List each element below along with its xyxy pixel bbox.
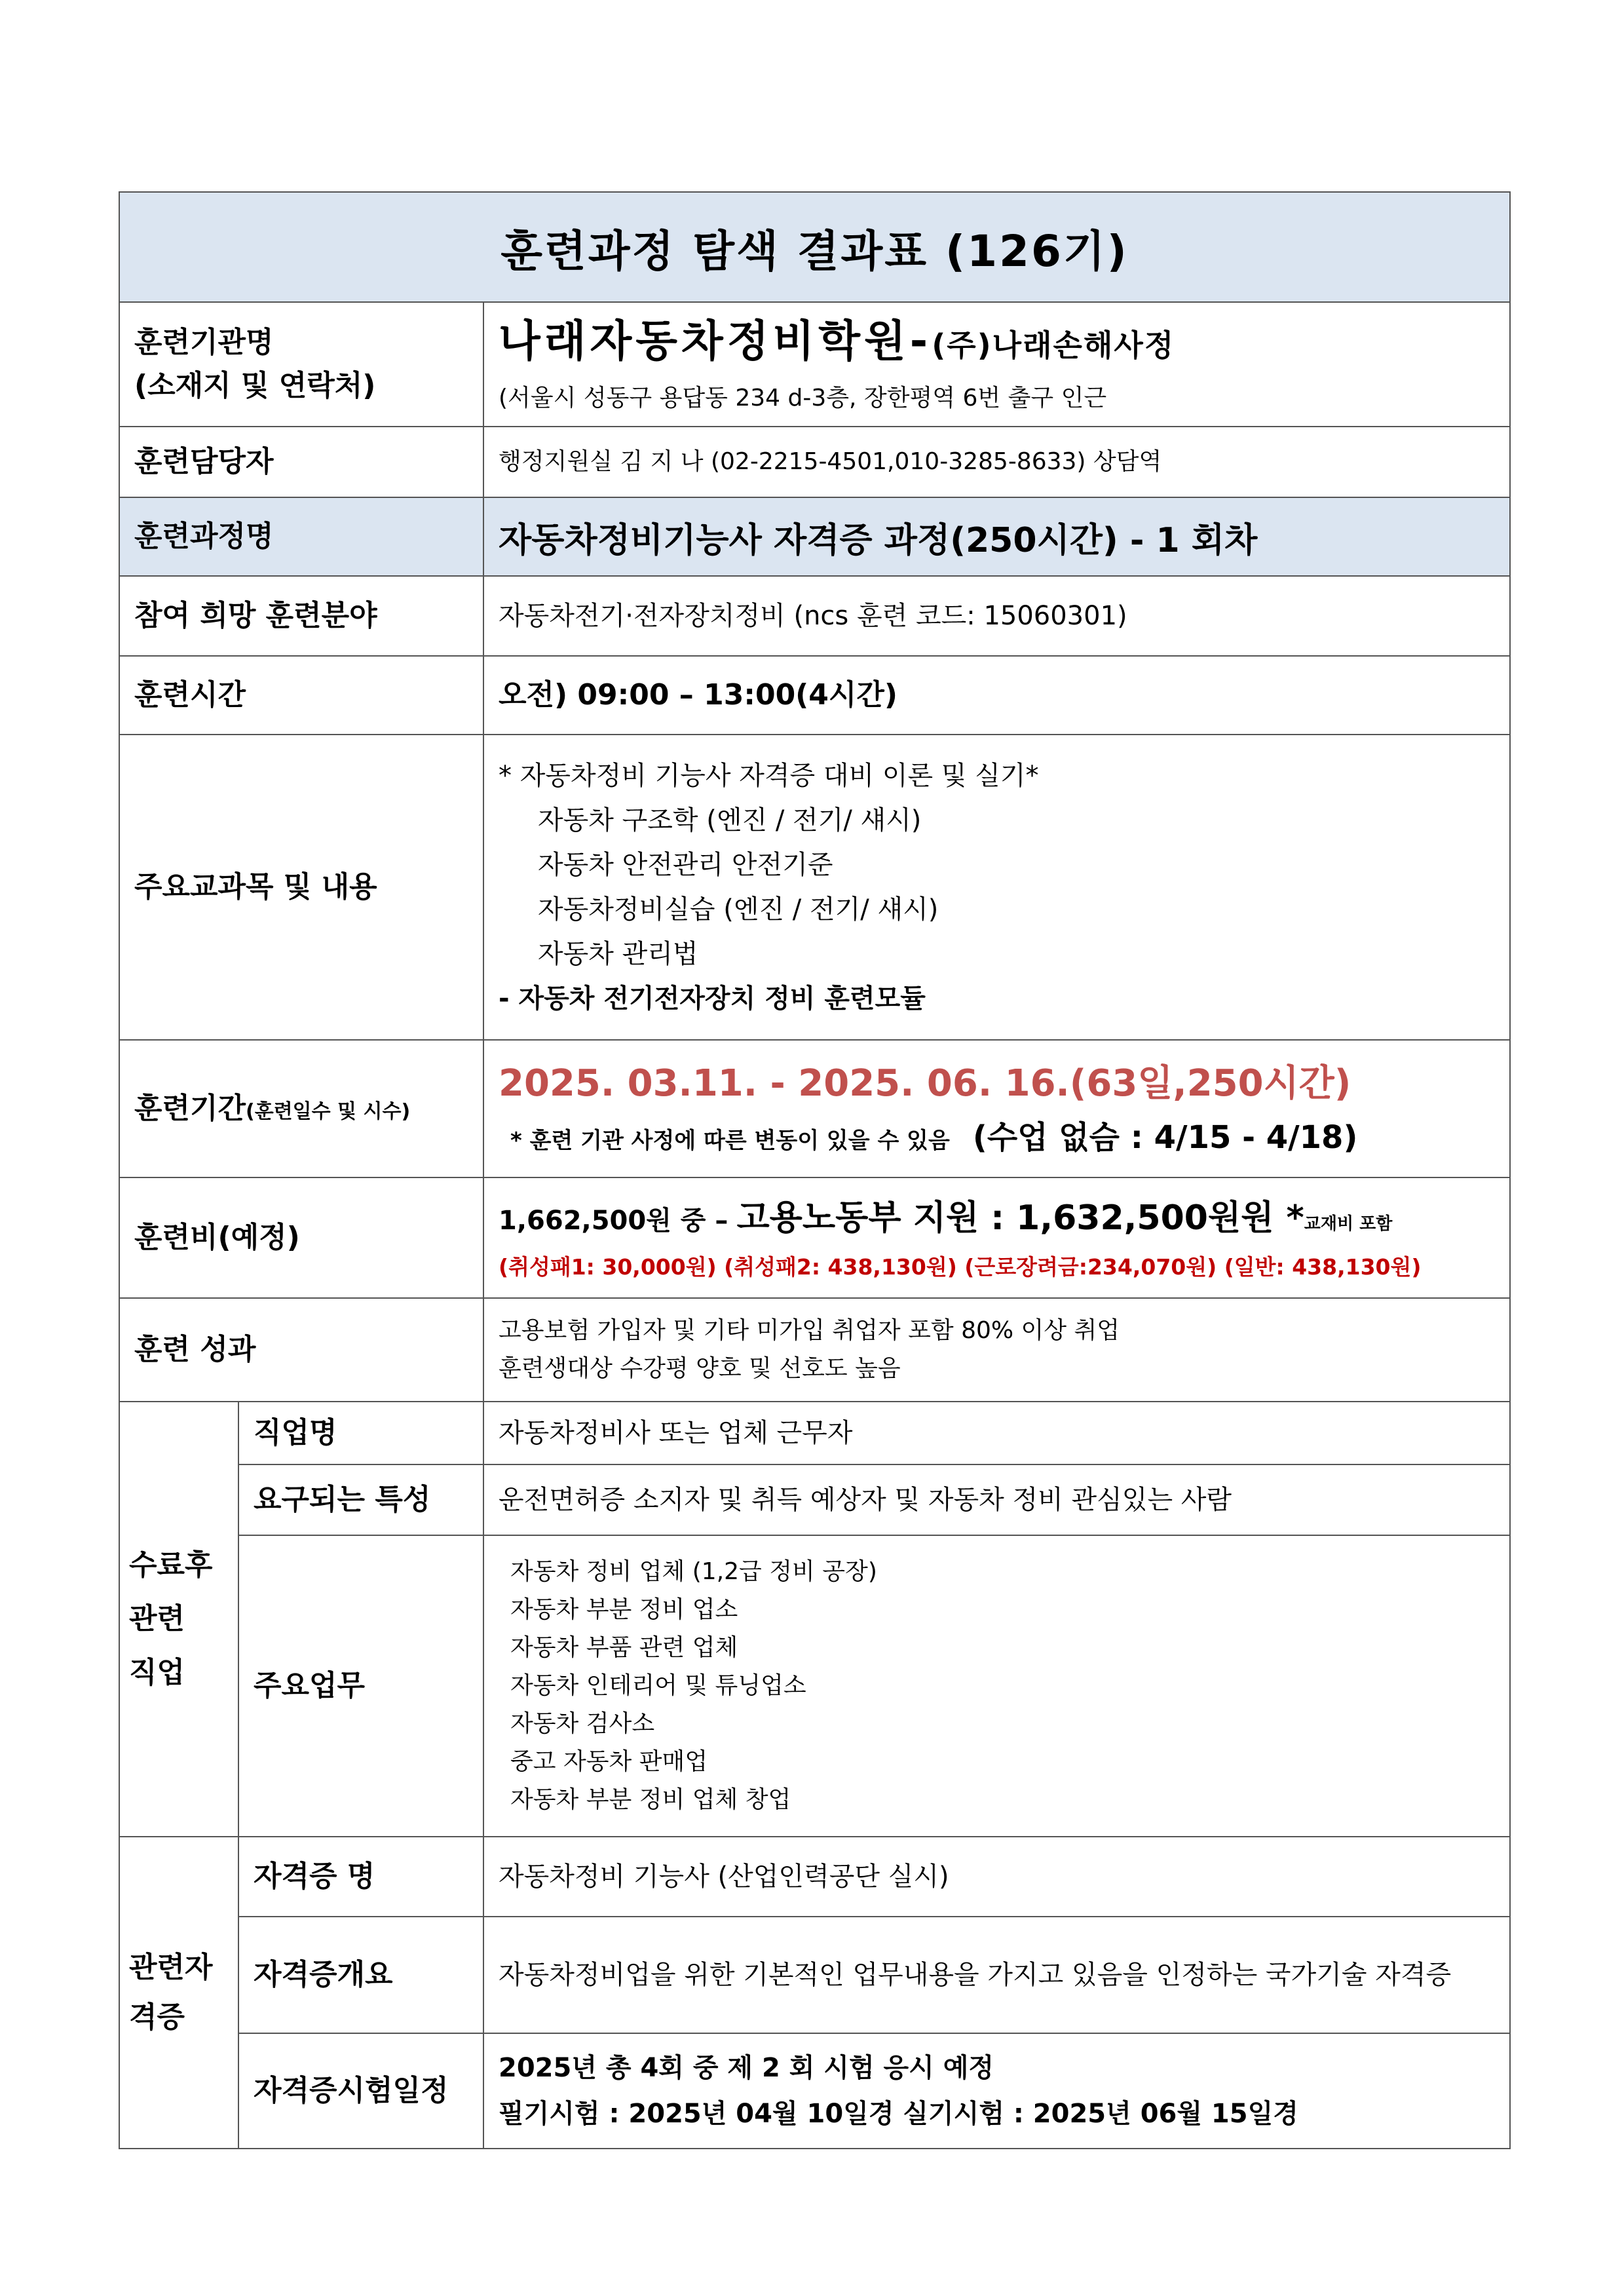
period-value-cell: [483, 1040, 1510, 1177]
subject-item: 자동차 관리법: [538, 939, 698, 969]
duty-item: 중고 자동차 판매업: [510, 1748, 708, 1775]
cert-name-value: 자동차정비 기능사 (산업인력공단 실시): [483, 1837, 1510, 1917]
subject-item: 자동차정비실습 (엔진 / 전기/ 섀시): [538, 894, 939, 925]
field-value: 자동차전기·전자장치정비 (ncs 훈련 코드: 15060301): [483, 576, 1510, 656]
duty-item: 자동차 인테리어 및 튜닝업소: [510, 1672, 806, 1699]
fee-support-star: *: [1286, 1198, 1304, 1238]
cert-overview-label: 자격증개요: [238, 1917, 483, 2033]
institution-name: 나래자동차정비학원-: [499, 315, 932, 366]
outcome-line-2: 훈련생대상 수강평 양호 및 선호도 높음: [499, 1355, 901, 1382]
traits-value: 운전면허증 소지자 및 취득 예상자 및 자동차 정비 관심있는 사람: [483, 1464, 1510, 1535]
outcome-label: 훈련 성과: [119, 1298, 483, 1402]
fee-support: 고용노동부 지원 : 1,632,500원원: [736, 1198, 1274, 1238]
course-value: 자동차정비기능사 자격증 과정(250시간) - 1 회차: [483, 497, 1510, 576]
table-title: 훈련과정 탐색 결과표 (126기): [119, 192, 1510, 302]
duty-item: 자동차 부분 정비 업체 창업: [510, 1786, 791, 1813]
duties-label: 주요업무: [238, 1535, 483, 1837]
job-name-value: 자동차정비사 또는 업체 근무자: [483, 1402, 1510, 1464]
cert-name-label: 자격증 명: [238, 1837, 483, 1917]
cert-group-label-1: 관련자: [129, 1951, 213, 1984]
cert-group-label-cell: [119, 1837, 238, 2149]
jobs-group-label-2: 관련: [129, 1602, 185, 1636]
cert-exam-value-cell: [483, 2033, 1510, 2149]
jobs-group-label-cell: [119, 1402, 238, 1837]
cert-exam-label: 자격증시험일정: [238, 2033, 483, 2149]
subject-item: 자동차 안전관리 안전기준: [538, 850, 833, 880]
institution-address: (서울시 성동구 용답동 234 d-3층, 장한평역 6번 출구 인근: [499, 384, 1107, 411]
period-label-cell: [119, 1040, 483, 1177]
cert-exam-line-2: 필기시험 : 2025년 04월 10일경 실기시험 : 2025년 06월 15일경: [499, 2099, 1298, 2129]
fee-label: 훈련비(예정): [119, 1177, 483, 1298]
traits-label: 요구되는 특성: [238, 1464, 483, 1535]
institution-name-suffix: (주)나래손해사정: [932, 327, 1175, 363]
period-holiday: (수업 없슴 : 4/15 - 4/18): [972, 1119, 1358, 1156]
institution-label-cell: [119, 302, 483, 427]
duty-item: 자동차 부분 정비 업소: [510, 1596, 738, 1623]
cert-exam-line-1: 2025년 총 4회 중 제 2 회 시험 응시 예정: [499, 2053, 994, 2083]
period-value: 2025. 03.11. - 2025. 06. 16.(63일,250시간): [499, 1062, 1351, 1105]
fee-breakdown: (취성패1: 30,000원) (취성패2: 438,130원) (근로장려금:234,070원) (일반: 438,130원): [499, 1253, 1422, 1280]
duty-item: 자동차 부품 관련 업체: [510, 1634, 738, 1661]
subjects-label: 주요교과목 및 내용: [119, 735, 483, 1040]
duties-value-cell: [483, 1535, 1510, 1837]
hours-value: 오전) 09:00 – 13:00(4시간): [483, 656, 1510, 735]
period-label-sub: (훈련일수 및 시수): [246, 1100, 411, 1123]
outcome-value-cell: [483, 1298, 1510, 1402]
subjects-module: - 자동차 전기전자장치 정비 훈련모듈: [499, 984, 926, 1014]
duty-item: 자동차 정비 업체 (1,2급 정비 공장): [510, 1558, 877, 1585]
institution-label: 훈련기관명: [134, 326, 274, 359]
subject-item: 자동차 구조학 (엔진 / 전기/ 섀시): [538, 805, 922, 835]
period-note: * 훈련 기관 사정에 따른 변동이 있을 수 있음: [510, 1127, 950, 1154]
cert-group-label-2: 격증: [129, 2000, 185, 2034]
fee-support-note: 교재비 포함: [1304, 1214, 1393, 1234]
jobs-group-label-3: 직업: [129, 1656, 185, 1689]
outcome-line-1: 고용보험 가입자 및 기타 미가입 취업자 포함 80% 이상 취업: [499, 1317, 1120, 1345]
institution-value-cell: [483, 302, 1510, 427]
manager-label: 훈련담당자: [119, 427, 483, 497]
field-label: 참여 희망 훈련분야: [119, 576, 483, 656]
manager-value: 행정지원실 김 지 나 (02-2215-4501,010-3285-8633) 상담역: [483, 427, 1510, 497]
institution-label-sub: (소재지 및 연락처): [134, 369, 376, 402]
subjects-intro: * 자동차정비 기능사 자격증 대비 이론 및 실기*: [499, 761, 1039, 791]
subjects-value-cell: [483, 735, 1510, 1040]
course-label: 훈련과정명: [119, 497, 483, 576]
fee-total: 1,662,500원 중 –: [499, 1206, 728, 1236]
period-label: 훈련기간: [134, 1092, 246, 1125]
job-name-label: 직업명: [238, 1402, 483, 1464]
fee-value-cell: [483, 1177, 1510, 1298]
training-course-table: [119, 191, 1511, 2149]
cert-overview-value: 자동차정비업을 위한 기본적인 업무내용을 가지고 있음을 인정하는 국가기술 자격증: [483, 1917, 1510, 2033]
duty-item: 자동차 검사소: [510, 1710, 655, 1737]
hours-label: 훈련시간: [119, 656, 483, 735]
jobs-group-label-1: 수료후: [129, 1548, 213, 1582]
